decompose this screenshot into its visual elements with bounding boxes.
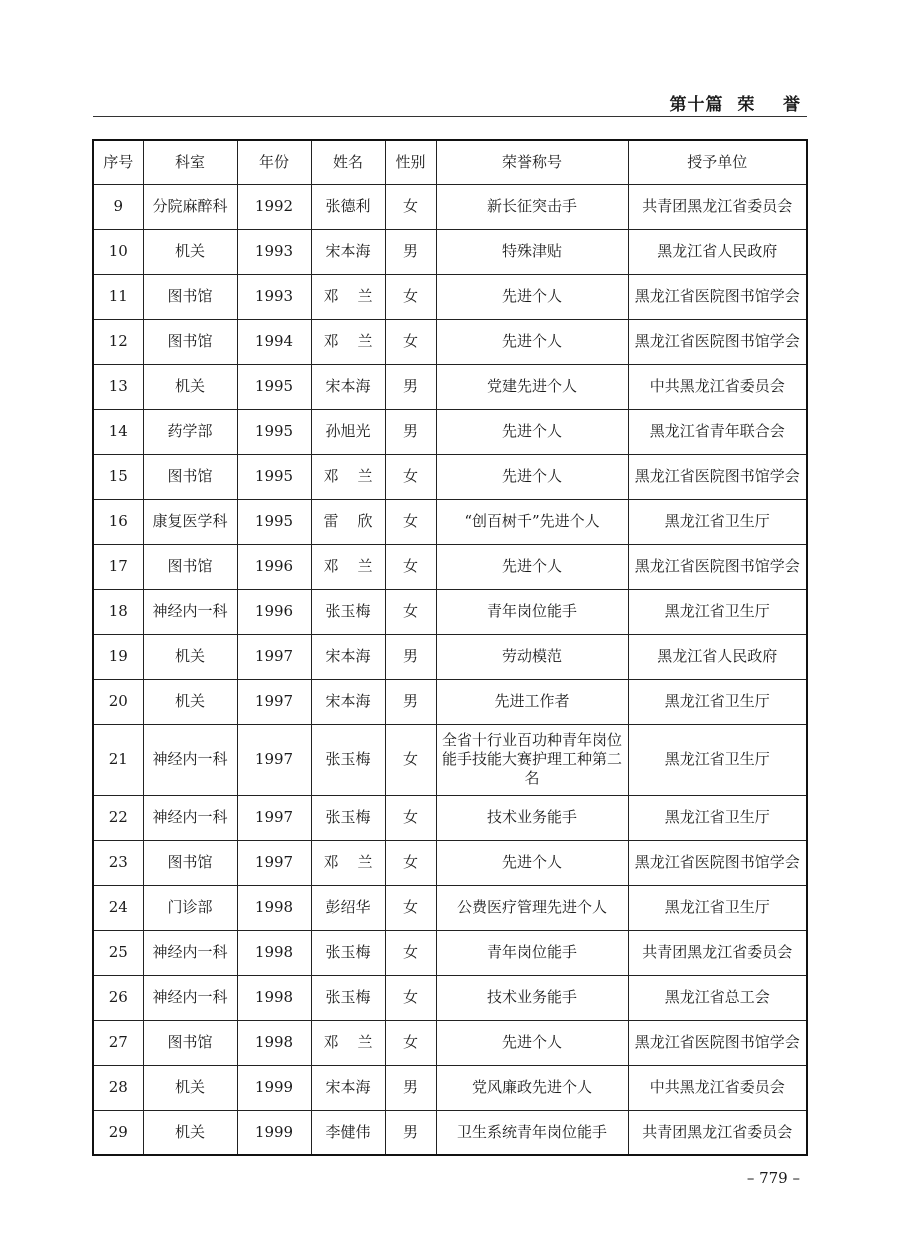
cell-unit: 黑龙江省医院图书馆学会 xyxy=(628,1020,807,1065)
cell-dept: 图书馆 xyxy=(143,544,237,589)
column-header-gender: 性别 xyxy=(385,140,436,184)
cell-no: 15 xyxy=(93,454,143,499)
cell-year: 1992 xyxy=(237,184,311,229)
cell-dept: 机关 xyxy=(143,229,237,274)
cell-honor: 青年岗位能手 xyxy=(436,930,628,975)
cell-honor: 先进个人 xyxy=(436,274,628,319)
cell-unit: 黑龙江省总工会 xyxy=(628,975,807,1020)
cell-gender: 女 xyxy=(385,499,436,544)
cell-unit: 黑龙江省人民政府 xyxy=(628,634,807,679)
cell-no: 11 xyxy=(93,274,143,319)
cell-honor: 技术业务能手 xyxy=(436,795,628,840)
table-row xyxy=(93,229,807,274)
cell-dept: 机关 xyxy=(143,679,237,724)
cell-honor: 先进个人 xyxy=(436,319,628,364)
cell-gender: 女 xyxy=(385,840,436,885)
table-row xyxy=(93,454,807,499)
cell-no: 14 xyxy=(93,409,143,454)
cell-gender: 男 xyxy=(385,1065,436,1110)
table-row xyxy=(93,634,807,679)
table-row xyxy=(93,795,807,840)
cell-year: 1993 xyxy=(237,274,311,319)
table-row xyxy=(93,975,807,1020)
cell-dept: 门诊部 xyxy=(143,885,237,930)
cell-no: 19 xyxy=(93,634,143,679)
cell-name: 张玉梅 xyxy=(311,724,385,795)
cell-honor: 技术业务能手 xyxy=(436,975,628,1020)
cell-unit: 黑龙江省医院图书馆学会 xyxy=(628,544,807,589)
cell-gender: 女 xyxy=(385,1020,436,1065)
cell-gender: 男 xyxy=(385,634,436,679)
cell-year: 1996 xyxy=(237,589,311,634)
cell-name: 宋本海 xyxy=(311,679,385,724)
cell-unit: 黑龙江省卫生厅 xyxy=(628,589,807,634)
cell-gender: 女 xyxy=(385,930,436,975)
cell-gender: 女 xyxy=(385,795,436,840)
cell-gender: 男 xyxy=(385,409,436,454)
cell-year: 1995 xyxy=(237,499,311,544)
cell-gender: 女 xyxy=(385,589,436,634)
cell-honor: 特殊津贴 xyxy=(436,229,628,274)
table-row xyxy=(93,184,807,229)
cell-no: 20 xyxy=(93,679,143,724)
cell-gender: 女 xyxy=(385,184,436,229)
cell-year: 1995 xyxy=(237,364,311,409)
cell-unit: 黑龙江省卫生厅 xyxy=(628,679,807,724)
cell-year: 1999 xyxy=(237,1110,311,1155)
cell-gender: 女 xyxy=(385,544,436,589)
table-row xyxy=(93,409,807,454)
cell-unit: 黑龙江省医院图书馆学会 xyxy=(628,274,807,319)
cell-name: 邓 兰 xyxy=(311,274,385,319)
cell-name: 宋本海 xyxy=(311,1065,385,1110)
table-row xyxy=(93,1020,807,1065)
cell-honor: 新长征突击手 xyxy=(436,184,628,229)
cell-unit: 黑龙江省卫生厅 xyxy=(628,499,807,544)
table-row xyxy=(93,679,807,724)
cell-honor: 卫生系统青年岗位能手 xyxy=(436,1110,628,1155)
cell-year: 1995 xyxy=(237,454,311,499)
cell-honor: 劳动模范 xyxy=(436,634,628,679)
cell-dept: 机关 xyxy=(143,634,237,679)
cell-no: 26 xyxy=(93,975,143,1020)
cell-honor: 先进个人 xyxy=(436,454,628,499)
cell-name: 邓 兰 xyxy=(311,454,385,499)
table-header-row xyxy=(93,140,807,184)
cell-dept: 神经内一科 xyxy=(143,724,237,795)
cell-name: 雷 欣 xyxy=(311,499,385,544)
cell-year: 1998 xyxy=(237,975,311,1020)
cell-unit: 共青团黑龙江省委员会 xyxy=(628,1110,807,1155)
cell-no: 24 xyxy=(93,885,143,930)
cell-gender: 女 xyxy=(385,319,436,364)
cell-honor: 青年岗位能手 xyxy=(436,589,628,634)
table-row xyxy=(93,1110,807,1155)
cell-dept: 图书馆 xyxy=(143,274,237,319)
cell-name: 宋本海 xyxy=(311,364,385,409)
table-row xyxy=(93,544,807,589)
cell-no: 13 xyxy=(93,364,143,409)
cell-dept: 神经内一科 xyxy=(143,589,237,634)
cell-no: 29 xyxy=(93,1110,143,1155)
cell-dept: 康复医学科 xyxy=(143,499,237,544)
cell-year: 1997 xyxy=(237,795,311,840)
cell-gender: 女 xyxy=(385,274,436,319)
cell-name: 彭绍华 xyxy=(311,885,385,930)
cell-honor: 先进工作者 xyxy=(436,679,628,724)
page-header xyxy=(93,88,807,117)
cell-unit: 黑龙江省人民政府 xyxy=(628,229,807,274)
table-row xyxy=(93,1065,807,1110)
cell-year: 1997 xyxy=(237,679,311,724)
cell-no: 10 xyxy=(93,229,143,274)
cell-no: 27 xyxy=(93,1020,143,1065)
cell-unit: 共青团黑龙江省委员会 xyxy=(628,184,807,229)
cell-unit: 黑龙江省医院图书馆学会 xyxy=(628,454,807,499)
cell-dept: 机关 xyxy=(143,1110,237,1155)
cell-dept: 图书馆 xyxy=(143,319,237,364)
cell-year: 1998 xyxy=(237,885,311,930)
column-header-dept: 科室 xyxy=(143,140,237,184)
table-row xyxy=(93,274,807,319)
cell-gender: 女 xyxy=(385,885,436,930)
cell-name: 张玉梅 xyxy=(311,795,385,840)
cell-dept: 神经内一科 xyxy=(143,795,237,840)
cell-dept: 图书馆 xyxy=(143,454,237,499)
table-row xyxy=(93,319,807,364)
cell-name: 邓 兰 xyxy=(311,319,385,364)
honors-table xyxy=(92,139,808,1156)
cell-no: 16 xyxy=(93,499,143,544)
cell-dept: 药学部 xyxy=(143,409,237,454)
cell-unit: 黑龙江省医院图书馆学会 xyxy=(628,319,807,364)
cell-dept: 图书馆 xyxy=(143,1020,237,1065)
cell-dept: 机关 xyxy=(143,1065,237,1110)
cell-honor: 党风廉政先进个人 xyxy=(436,1065,628,1110)
cell-honor: 党建先进个人 xyxy=(436,364,628,409)
table-row xyxy=(93,724,807,795)
cell-gender: 男 xyxy=(385,1110,436,1155)
table-row xyxy=(93,364,807,409)
cell-name: 孙旭光 xyxy=(311,409,385,454)
cell-gender: 男 xyxy=(385,229,436,274)
cell-name: 张玉梅 xyxy=(311,930,385,975)
cell-year: 1999 xyxy=(237,1065,311,1110)
cell-dept: 神经内一科 xyxy=(143,930,237,975)
cell-gender: 女 xyxy=(385,724,436,795)
cell-honor: “创百树千”先进个人 xyxy=(436,499,628,544)
cell-honor: 先进个人 xyxy=(436,1020,628,1065)
cell-gender: 男 xyxy=(385,679,436,724)
cell-name: 张德利 xyxy=(311,184,385,229)
cell-name: 李健伟 xyxy=(311,1110,385,1155)
cell-unit: 共青团黑龙江省委员会 xyxy=(628,930,807,975)
column-header-honor: 荣誉称号 xyxy=(436,140,628,184)
column-header-year: 年份 xyxy=(237,140,311,184)
cell-unit: 黑龙江省医院图书馆学会 xyxy=(628,840,807,885)
cell-no: 28 xyxy=(93,1065,143,1110)
cell-honor: 全省十行业百功种青年岗位能手技能大赛护理工种第二名 xyxy=(436,724,628,795)
cell-no: 22 xyxy=(93,795,143,840)
cell-unit: 黑龙江省青年联合会 xyxy=(628,409,807,454)
cell-gender: 男 xyxy=(385,364,436,409)
table-row xyxy=(93,499,807,544)
cell-gender: 女 xyxy=(385,975,436,1020)
cell-year: 1996 xyxy=(237,544,311,589)
cell-no: 25 xyxy=(93,930,143,975)
table-row xyxy=(93,885,807,930)
cell-honor: 先进个人 xyxy=(436,409,628,454)
cell-name: 张玉梅 xyxy=(311,589,385,634)
cell-year: 1997 xyxy=(237,724,311,795)
table-body xyxy=(93,184,807,1155)
cell-name: 邓 兰 xyxy=(311,544,385,589)
cell-year: 1998 xyxy=(237,1020,311,1065)
table-row xyxy=(93,930,807,975)
cell-no: 17 xyxy=(93,544,143,589)
cell-dept: 分院麻醉科 xyxy=(143,184,237,229)
cell-dept: 图书馆 xyxy=(143,840,237,885)
cell-name: 宋本海 xyxy=(311,634,385,679)
cell-no: 12 xyxy=(93,319,143,364)
cell-no: 23 xyxy=(93,840,143,885)
cell-honor: 先进个人 xyxy=(436,544,628,589)
cell-gender: 女 xyxy=(385,454,436,499)
table-row xyxy=(93,840,807,885)
column-header-unit: 授予单位 xyxy=(628,140,807,184)
cell-no: 9 xyxy=(93,184,143,229)
cell-year: 1998 xyxy=(237,930,311,975)
cell-name: 张玉梅 xyxy=(311,975,385,1020)
cell-unit: 黑龙江省卫生厅 xyxy=(628,885,807,930)
cell-honor: 公费医疗管理先进个人 xyxy=(436,885,628,930)
chapter-title: 第十篇 荣 誉 xyxy=(669,95,801,115)
cell-year: 1997 xyxy=(237,634,311,679)
cell-year: 1995 xyxy=(237,409,311,454)
cell-no: 18 xyxy=(93,589,143,634)
table-row xyxy=(93,589,807,634)
cell-unit: 中共黑龙江省委员会 xyxy=(628,1065,807,1110)
cell-name: 宋本海 xyxy=(311,229,385,274)
cell-year: 1994 xyxy=(237,319,311,364)
cell-name: 邓 兰 xyxy=(311,840,385,885)
cell-honor: 先进个人 xyxy=(436,840,628,885)
cell-year: 1997 xyxy=(237,840,311,885)
cell-unit: 黑龙江省卫生厅 xyxy=(628,724,807,795)
cell-unit: 黑龙江省卫生厅 xyxy=(628,795,807,840)
cell-year: 1993 xyxy=(237,229,311,274)
page-number: – 779 – xyxy=(746,1169,800,1187)
column-header-no: 序号 xyxy=(93,140,143,184)
cell-dept: 神经内一科 xyxy=(143,975,237,1020)
cell-no: 21 xyxy=(93,724,143,795)
cell-dept: 机关 xyxy=(143,364,237,409)
cell-unit: 中共黑龙江省委员会 xyxy=(628,364,807,409)
cell-name: 邓 兰 xyxy=(311,1020,385,1065)
column-header-name: 姓名 xyxy=(311,140,385,184)
